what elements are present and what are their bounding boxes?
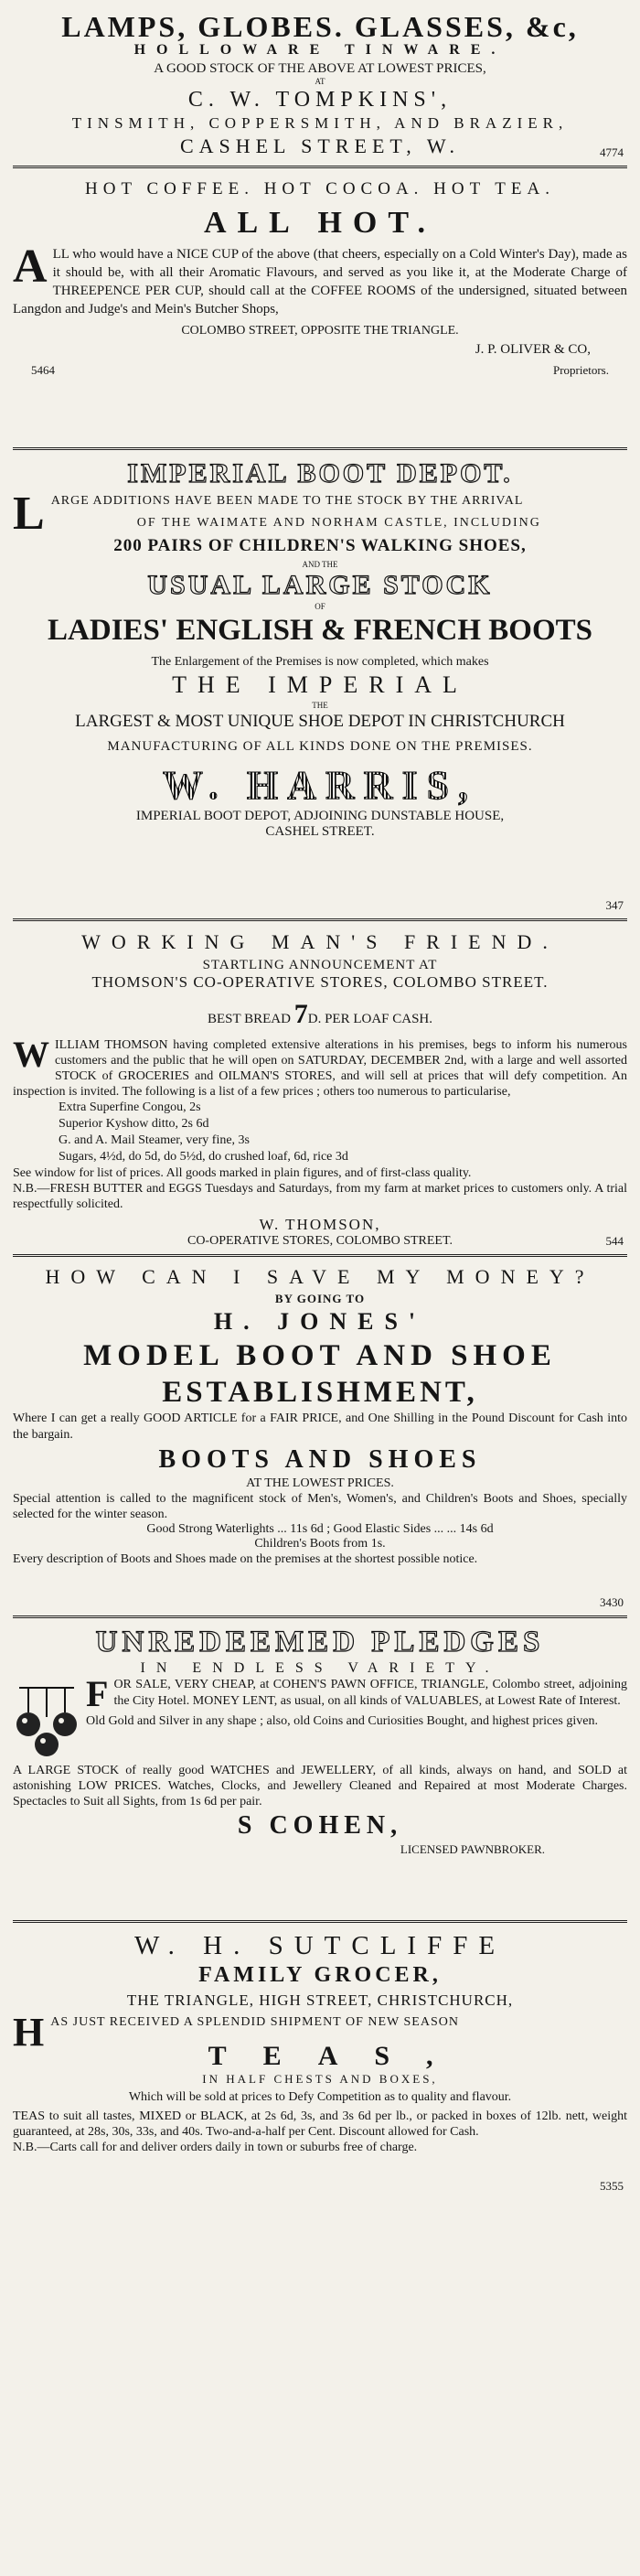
ad-signer: W. THOMSON,	[259, 1216, 381, 1233]
ad-ref: 3430	[600, 1595, 624, 1609]
ad-usual: USUAL LARGE STOCK	[147, 570, 493, 600]
ad-model: MODEL BOOT AND SHOE	[83, 1339, 557, 1372]
ad-street: CASHEL STREET, W.	[179, 134, 461, 157]
ad-line: 200 PAIRS OF CHILDREN'S WALKING SHOES,	[113, 536, 527, 555]
ad-body-text: LL who would have a NICE CUP of the above (that cheers, especially on a Cold Winter's Day), made as it should be, with all their Aromatic Flavours, and served as you like it, at the Moderate Charge of THREEPENCE PER CUP, should call at the COFFEE ROOMS of the undersigned, situated between Langdon and Judge's and Mein's Butcher Shops,	[13, 247, 627, 317]
ad-line: The Enlargement of the Premises is now completed, which makes	[151, 655, 489, 669]
ad-proprietors: Proprietors.	[552, 363, 609, 377]
ad-address: IMPERIAL BOOT DEPOT, ADJOINING DUNSTABLE HOUSE,	[135, 809, 505, 823]
drop-cap: W	[13, 1034, 49, 1075]
ad-trades: TINSMITH, COPPERSMITH, AND BRAZIER,	[71, 114, 569, 132]
ad-footer	[13, 363, 627, 378]
ad-see: See window for list of prices. All goods marked in plain figures, and of first-class quality.	[13, 1166, 472, 1180]
price-item: Extra Superfine Congou, 2s	[59, 1100, 201, 1114]
ad-thomson	[13, 921, 627, 1257]
ad-and-the: AND THE	[302, 560, 338, 569]
drop-cap: A	[13, 241, 48, 293]
ad-the: THE	[312, 701, 328, 710]
drop-cap: H	[13, 2010, 46, 2055]
ad-title: LAMPS, GLOBES. GLASSES, &c,	[61, 10, 579, 43]
ad-title: ALL HOT.	[203, 206, 437, 240]
ad-bread-price: 7	[293, 999, 308, 1029]
ad-stock: A LARGE STOCK of really good WATCHES and JEWELLERY, of all kinds, always on hand, and SOLD at astonishing LOW PRICES. Watches, Clocks, and Jewellery Cleaned and Repaired at most Moderate Charges. Spectacles to Suit all Sights, from 1s 6d per pair.	[13, 1764, 627, 1809]
ad-waterlights: Good Strong Waterlights ... 11s 6d ; Good Elastic Sides ... ... 14s 6d	[146, 1522, 494, 1536]
ad-address: CASHEL STREET.	[265, 824, 375, 839]
ad-name: H. JONES'	[213, 1308, 427, 1335]
drop-cap: F	[86, 1673, 109, 1714]
ad-children: Children's Boots from 1s.	[254, 1537, 386, 1551]
ad-ladies: LADIES' ENGLISH & FRENCH BOOTS	[48, 614, 592, 647]
ad-line: A GOOD STOCK OF THE ABOVE AT LOWEST PRICES,	[154, 61, 486, 76]
price-item: G. and A. Mail Steamer, very fine, 3s	[59, 1133, 251, 1147]
ad-ref: 5355	[600, 2179, 624, 2193]
ad-body	[13, 1673, 627, 1714]
ad-ref: 5464	[31, 363, 55, 377]
ad-ref: 4774	[600, 145, 624, 159]
ad-ref: 544	[605, 1234, 624, 1248]
ad-which: Which will be sold at prices to Defy Competition as to quality and flavour.	[128, 2090, 512, 2104]
ad-chests: IN HALF CHESTS AND BOXES,	[202, 2072, 438, 2086]
ad-bread	[13, 999, 627, 1030]
ad-bread-unit: D. PER LOAF CASH.	[307, 1012, 433, 1026]
ad-address: CO-OPERATIVE STORES, COLOMBO STREET.	[187, 1234, 453, 1248]
ad-name: C. W. TOMPKINS',	[187, 88, 453, 112]
ad-sutcliffe	[13, 1923, 627, 2194]
ad-gold: Old Gold and Silver in any shape ; also, old Coins and Curiosities Bought, and highest prices given.	[86, 1714, 598, 1728]
ad-every: Every description of Boots and Shoes made on the premises at the shortest possible notice.	[13, 1552, 478, 1566]
ad-line: HOT COFFEE. HOT COCOA. HOT TEA.	[85, 179, 555, 199]
newspaper-page	[13, 0, 627, 2194]
ad-body-text: ARGE ADDITIONS HAVE BEEN MADE TO THE STOCK BY THE ARRIVAL	[50, 494, 524, 508]
price-list	[13, 1100, 627, 1165]
ad-title: HOW CAN I SAVE MY MONEY?	[45, 1265, 595, 1288]
ad-body: Where I can get a really GOOD ARTICLE for a FAIR PRICE, and One Shilling in the Pound Discount for Cash into the bargain.	[13, 1411, 627, 1442]
ad-teas: TEAS,	[208, 2041, 470, 2071]
ad-licensed: LICENSED PAWNBROKER.	[400, 1842, 545, 1856]
ad-at: AT	[315, 77, 325, 86]
ad-body-text: ILLIAM THOMSON having completed extensive alterations in his premises, begs to inform his numerous customers and the public that he will open on SATURDAY, DECEMBER 2nd, with a large and well assorted STOCK of GROCERIES and OILMAN'S STORES, and will sell at prices that will defy competition. An inspection is invited. The following is a list of a few prices ; others too numerous to particularise,	[13, 1038, 627, 1099]
ad-by: BY GOING TO	[274, 1292, 366, 1305]
ad-largest: LARGEST & MOST UNIQUE SHOE DEPOT IN CHRISTCHURCH	[75, 712, 565, 731]
ad-tompkins	[13, 5, 627, 168]
ad-harris	[13, 450, 627, 921]
ad-name: W. H. SUTCLIFFE	[133, 1931, 507, 1960]
ad-signer: J. P. OLIVER & CO,	[475, 342, 591, 357]
drop-cap: L	[13, 488, 46, 540]
ad-body-text: AS JUST RECEIVED A SPLENDID SHIPMENT OF NEW SEASON	[50, 2015, 459, 2029]
pawnbroker-balls-icon	[15, 1680, 79, 1763]
ad-line: AT THE LOWEST PRICES.	[246, 1476, 394, 1490]
ad-body-text: OR SALE, VERY CHEAP, at COHEN'S PAWN OFFICE, TRIANGLE, Colombo street, adjoining the City Hotel. MONEY LENT, as usual, on all kinds of VALUABLES, at Lowest Rate of Interest.	[113, 1678, 627, 1708]
ad-boots: BOOTS AND SHOES	[158, 1445, 482, 1474]
ad-cohen	[13, 1618, 627, 1923]
ad-body	[13, 2010, 627, 2055]
ad-ref: 347	[605, 898, 624, 912]
ad-subtitle: HOLLOWARE TINWARE.	[133, 42, 507, 58]
ad-title: WORKING MAN'S FRIEND.	[81, 930, 559, 953]
ad-jones	[13, 1257, 627, 1618]
ad-title: UNREDEEMED PLEDGES	[95, 1626, 545, 1658]
ad-name: S COHEN,	[237, 1811, 403, 1840]
ad-family: FAMILY GROCER,	[198, 1963, 442, 1987]
ad-name: W. HARRIS,	[162, 763, 478, 808]
ad-sub: IN ENDLESS VARIETY.	[140, 1660, 500, 1676]
ad-name-wrap	[13, 762, 627, 809]
price-item: Superior Kyshow ditto, 2s 6d	[59, 1117, 209, 1131]
ad-nb: N.B.—FRESH BUTTER and EGGS Tuesdays and Saturdays, from my farm at market prices to customers only. A trial respectfully solicited.	[13, 1182, 627, 1211]
ad-title: IMPERIAL BOOT DEPOT.	[127, 458, 513, 488]
ad-line: OF THE WAIMATE AND NORHAM CASTLE, INCLUDING	[136, 516, 541, 530]
ad-bread-label: BEST BREAD	[207, 1012, 291, 1026]
ad-line: THOMSON'S CO-OPERATIVE STORES, COLOMBO STREET.	[91, 973, 549, 991]
ad-body-teas: TEAS to suit all tastes, MIXED or BLACK, at 2s 6d, 3s, and 3s 6d per lb., or packed in boxes of 12lb. nett, weight guaranteed, at 28s, 30s, 33s, and 40s. Two-and-a-half per Cent. Discount allowed for Cash.	[13, 2109, 627, 2139]
ad-location: COLOMBO STREET, OPPOSITE THE TRIANGLE.	[181, 324, 459, 338]
ad-oliver	[13, 168, 627, 450]
ad-special: Special attention is called to the magnificent stock of Men's, Women's, and Children's Boots and Shoes, specially selected for the winter season.	[13, 1492, 627, 1521]
ad-the-imperial: THE IMPERIAL	[172, 671, 468, 698]
ad-nb: N.B.—Carts call for and deliver orders daily in town or suburbs free of charge.	[13, 2141, 418, 2154]
ad-address: THE TRIANGLE, HIGH STREET, CHRISTCHURCH,	[126, 1991, 514, 2009]
ad-est: ESTABLISHMENT,	[162, 1376, 478, 1409]
ad-line: STARTLING ANNOUNCEMENT AT	[202, 958, 438, 972]
ad-line: MANUFACTURING OF ALL KINDS DONE ON THE PREMISES.	[107, 739, 533, 754]
ad-body	[13, 241, 627, 318]
ad-of: OF	[315, 602, 325, 611]
ad-body	[13, 1034, 627, 1100]
price-item: Sugars, 4½d, do 5d, do 5½d, do crushed loaf, 6d, rice 3d	[59, 1150, 348, 1164]
